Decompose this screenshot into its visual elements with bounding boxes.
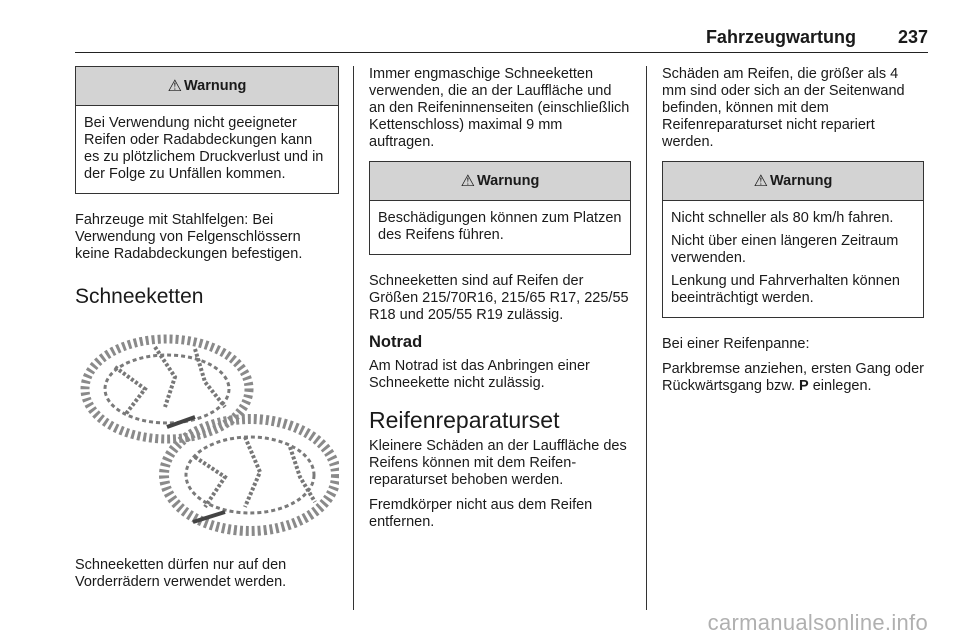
- warning-triangle-icon: ⚠: [460, 173, 476, 190]
- warning-box: [75, 66, 339, 194]
- page-number: 237: [897, 27, 928, 47]
- warning-triangle-icon: ⚠: [167, 78, 183, 95]
- paragraph-flat-tire: Bei einer Reifenpanne:: [662, 336, 810, 352]
- column-divider: [353, 66, 354, 610]
- warning-title: Warnung: [184, 78, 247, 94]
- page-header: [75, 28, 928, 53]
- watermark: carmanualsonline.info: [707, 610, 928, 635]
- heading-tire-repair-kit: Reifenreparaturset: [369, 407, 560, 433]
- paragraph-damage-limits: Schäden am Reifen, die größer als 4 mm sind oder sich an der Seitenwand befinden, können mit dem Reifenreparaturset nicht repariert werden.: [662, 66, 905, 150]
- warning-line-speed: Nicht schneller als 80 km/h fahren.: [671, 210, 894, 226]
- warning-text: Bei Verwendung nicht geeigneter Reifen oder Radabdeckungen kann es zu plötzlichem Druckverlust und in der Folge zu Unfällen kommen.: [84, 115, 324, 182]
- warning-line-duration: Nicht über einen längeren Zeitraum verwenden.: [671, 233, 899, 266]
- section-title: Fahrzeugwartung: [705, 27, 856, 47]
- paragraph-parking-brake: [662, 361, 924, 395]
- warning-body: [370, 201, 630, 254]
- paragraph-fine-mesh: Immer engmaschige Schneeketten verwenden, die an der Lauffläche und an den Reifeninnenseiten (einschließlich Kettenschloss) maximal 9 mm auftragen.: [369, 66, 630, 150]
- column-3: [662, 66, 924, 403]
- warning-triangle-icon: ⚠: [753, 173, 769, 190]
- brake-text-pre: Parkbremse anziehen, ersten Gang oder Rückwärtsgang bzw.: [662, 361, 924, 394]
- heading-spare-wheel: Notrad: [369, 333, 423, 351]
- warning-title: Warnung: [770, 173, 833, 189]
- paragraph-spare-wheel: Am Notrad ist das Anbringen einer Schneekette nicht zulässig.: [369, 358, 590, 391]
- heading-snow-chains: Schneeketten: [75, 285, 204, 308]
- paragraph-repair-1: Kleinere Schäden an der Lauffläche des Reifens können mit dem Reifenreparaturset behoben werden.: [369, 438, 627, 488]
- column-divider: [646, 66, 647, 610]
- paragraph-repair-2: Fremdkörper nicht aus dem Reifen entfernen.: [369, 497, 593, 530]
- paragraph-tire-sizes: Schneeketten sind auf Reifen der Größen 215/70R16, 215/65 R17, 225/55 R18 und 205/55 R19 zulässig.: [369, 273, 629, 323]
- column-2: [369, 66, 631, 539]
- warning-box: [662, 161, 924, 318]
- warning-text: Beschädigungen können zum Platzen des Reifens führen.: [378, 210, 622, 243]
- snow-chains-drawing: [75, 327, 339, 539]
- warning-box: [369, 161, 631, 255]
- gear-p-label: P: [799, 378, 809, 394]
- warning-header: [370, 162, 630, 201]
- brake-text-post: einlegen.: [812, 378, 872, 394]
- warning-header: [663, 162, 923, 201]
- paragraph-front-wheels: Schneeketten dürfen nur auf den Vorderrädern verwendet werden.: [75, 557, 287, 590]
- warning-title: Warnung: [477, 173, 540, 189]
- warning-body: [76, 106, 338, 193]
- warning-body: [663, 201, 923, 317]
- warning-header: [76, 67, 338, 106]
- column-1: [75, 66, 339, 599]
- snow-chains-illustration: [75, 327, 339, 539]
- warning-line-handling: Lenkung und Fahrverhalten können beeinträchtigt werden.: [671, 273, 900, 306]
- paragraph-steel-rims: Fahrzeuge mit Stahlfelgen: Bei Verwendung von Felgenschlössern keine Radabdeckungen befestigen.: [75, 212, 303, 262]
